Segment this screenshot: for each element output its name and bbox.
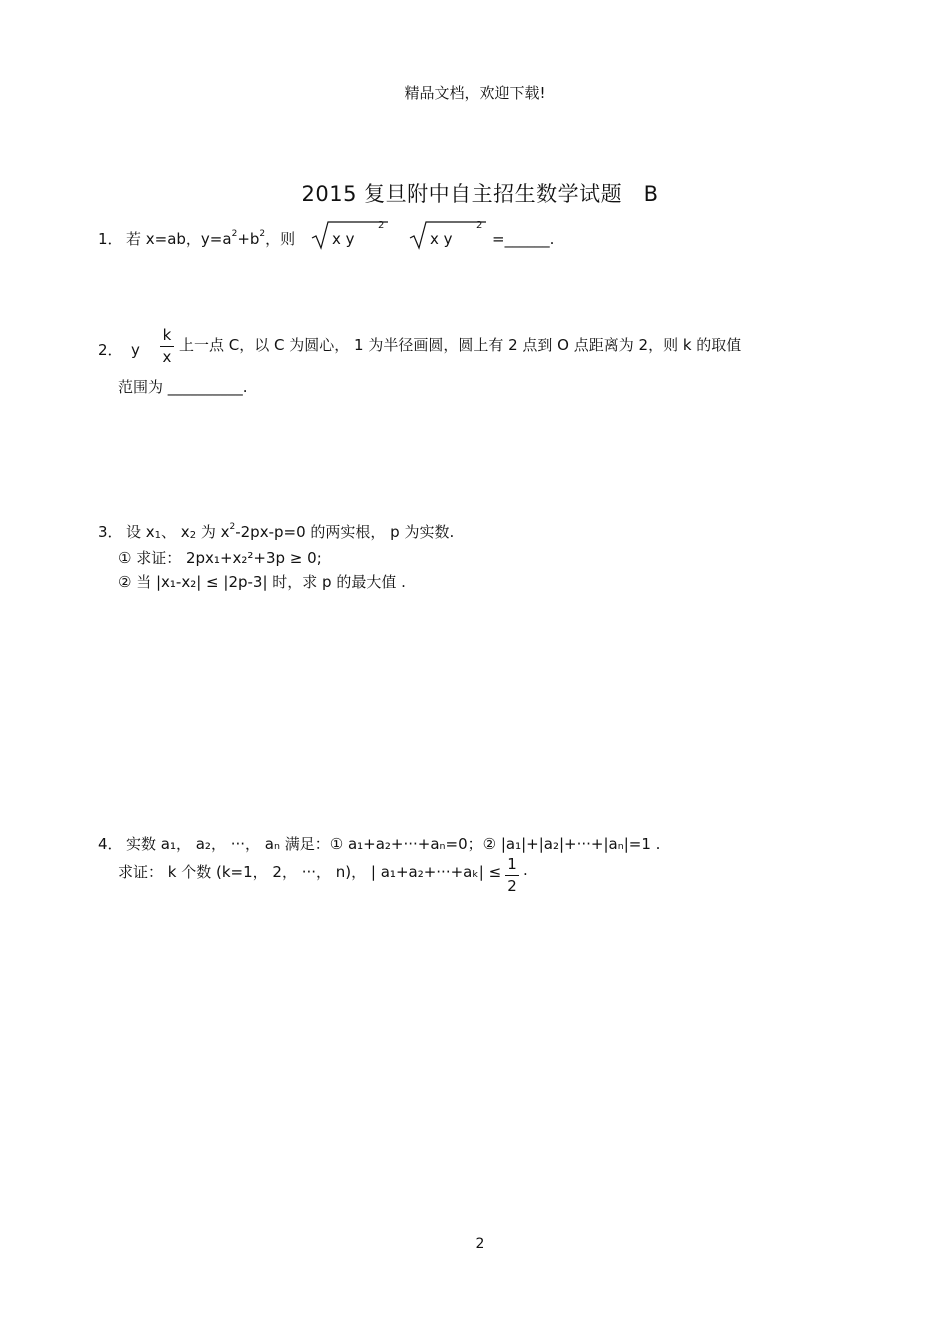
radicand-2	[430, 230, 453, 248]
q1-text-b: +b	[237, 230, 260, 248]
question-2-number: 2．	[98, 341, 123, 359]
q1-text-c: ，则	[265, 230, 296, 248]
radicand-2-exponent: 2	[476, 220, 483, 231]
question-number: 1．	[98, 230, 123, 248]
q3-sup: 2	[229, 522, 236, 532]
q3-part-2: ② 当 |x₁-x₂| ≤ |2p-3| 时，求 p 的最大值 .	[118, 573, 406, 591]
q2-line2: 范围为 __________.	[118, 378, 248, 396]
q3-text-c: 为 x	[196, 523, 230, 541]
question-4	[98, 833, 660, 854]
fraction-bar	[160, 346, 174, 347]
radicand-1	[332, 230, 355, 248]
q3-text-d: -2px-p=0 的两实根， p 为实数.	[235, 523, 455, 541]
q1-text-a: 若 x=ab，y=a	[126, 230, 232, 248]
fraction-numerator: 1	[507, 855, 517, 873]
q3-text-b: 、 x	[161, 523, 190, 541]
q2-y: y	[131, 341, 140, 359]
page-number: 2	[475, 1236, 485, 1252]
fraction-k-over-x	[160, 326, 174, 366]
q4-line2: 求证： k 个数 (k=1， 2， ···， n)， | a₁+a₂+···+aₖ| ≤	[118, 863, 502, 881]
q1-sup-a: 2	[231, 229, 238, 239]
fraction-denominator: 2	[507, 877, 517, 895]
q3-part-1: ① 求证： 2px₁+x₂²+3p ≥ 0;	[118, 549, 322, 567]
fraction-denominator: x	[162, 348, 172, 366]
fraction-numerator: k	[162, 326, 172, 344]
page-header: 精品文档，欢迎下载!	[404, 84, 546, 102]
question-3	[98, 521, 454, 542]
q1-sup-b: 2	[259, 229, 266, 239]
fraction-one-half	[505, 855, 519, 895]
q3-text-a: 设 x	[126, 523, 155, 541]
q3-sub2: 2	[189, 530, 197, 541]
exam-title: 2015 复旦附中自主招生数学试题 B	[301, 182, 659, 206]
answer-blank-1: =______.	[492, 230, 555, 248]
radicand-1-exponent: 2	[378, 220, 385, 231]
q2-text: 上一点 C，以 C 为圆心， 1 为半径画圆，圆上有 2 点到 O 点距离为 2，则 k 的取值	[179, 336, 742, 354]
radicand-2-text: x y	[430, 230, 453, 248]
radicand-1-text: x y	[332, 230, 355, 248]
q4-line1: 实数 a₁， a₂， ···， aₙ 满足：① a₁+a₂+···+aₙ=0；② |a₁|+|a₂|+···+|aₙ|=1 .	[126, 835, 661, 853]
question-number: 4．	[98, 835, 123, 853]
question-number: 3．	[98, 523, 123, 541]
q3-sub1: 1	[154, 530, 162, 541]
q4-line2-tail: .	[523, 861, 528, 879]
fraction-bar	[505, 875, 519, 876]
question-1	[98, 228, 295, 249]
